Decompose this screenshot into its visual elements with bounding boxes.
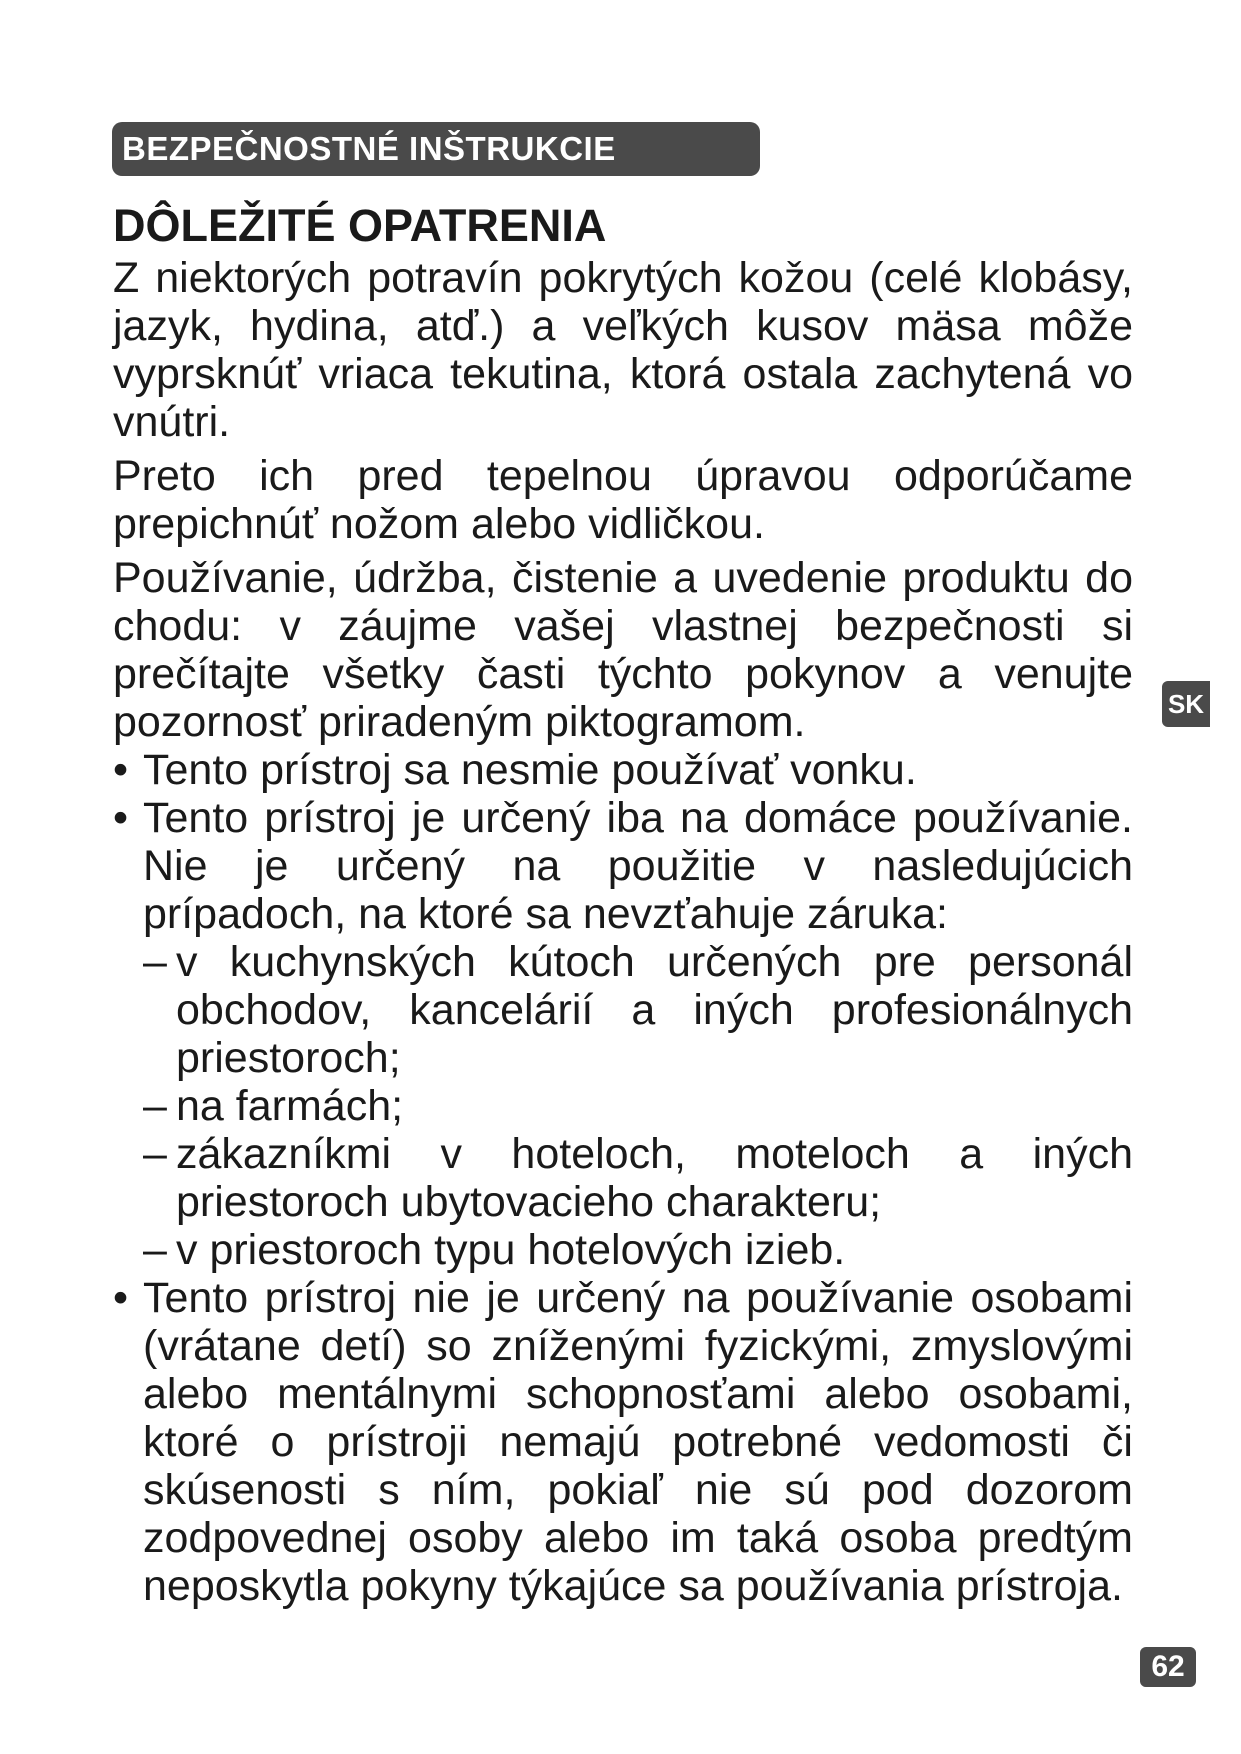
dash-text: v kuchynských kútoch určených pre personál obchodov, kancelárií a iných profesionálnych priestoroch; [176, 938, 1133, 1082]
paragraph-skin-foods: Z niektorých potravín pokrytých kožou (celé klobásy, jazyk, hydina, atď.) a veľkých kusov mäsa môže vyprsknúť vriaca tekutina, ktorá ostala zachytená vo vnútri. [113, 254, 1133, 446]
dash-item [113, 1226, 1133, 1274]
page-heading: DÔLEŽITÉ OPATRENIA [113, 200, 607, 251]
dash-text: zákazníkmi v hoteloch, moteloch a iných priestoroch ubytovacieho charakteru; [176, 1130, 1133, 1226]
paragraph-pierce-advice: Preto ich pred tepelnou úpravou odporúčame prepichnúť nožom alebo vidličkou. [113, 452, 1133, 548]
dash-item [113, 1082, 1133, 1130]
bullet-text: Tento prístroj nie je určený na používanie osobami (vrátane detí) so zníženými fyzickými, zmyslovými alebo mentálnymi schopnosťami alebo osobami, ktoré o prístroji nemajú potrebné vedomosti či skúsenosti s ním, pokiaľ nie sú pod dozorom zodpovednej osoby alebo im taká osoba predtým neposkytla pokyny týkajúce sa používania prístroja. [143, 1274, 1133, 1610]
bullet-mark: • [113, 746, 129, 794]
bullet-text: Tento prístroj sa nesmie používať vonku. [143, 746, 917, 794]
bullet-mark: • [113, 794, 129, 842]
dash-mark: – [143, 1226, 167, 1274]
dash-item [113, 938, 1133, 1082]
dash-mark: – [143, 1082, 167, 1130]
bullet-item [113, 794, 1133, 938]
dash-text: v priestoroch typu hotelových izieb. [176, 1226, 846, 1274]
dash-mark: – [143, 938, 167, 986]
bullet-text: Tento prístroj je určený iba na domáce používanie. Nie je určený na použitie v nasledujúcich prípadoch, na ktoré sa nevzťahuje záruka: [143, 794, 1133, 938]
page-number-badge: 62 [1140, 1647, 1196, 1687]
document-body [113, 198, 1133, 1610]
bullet-item [113, 746, 1133, 794]
dash-item [113, 1130, 1133, 1226]
paragraph-read-instructions: Používanie, údržba, čistenie a uvedenie produktu do chodu: v záujme vašej vlastnej bezpečnosti si prečítajte všetky časti týchto pokynov a venujte pozornosť priradeným piktogramom. [113, 554, 1133, 746]
bullet-item [113, 1274, 1133, 1610]
dash-mark: – [143, 1130, 167, 1178]
language-tab: SK [1162, 681, 1210, 727]
dash-text: na farmách; [176, 1082, 404, 1130]
bullet-mark: • [113, 1274, 129, 1322]
section-title-banner: BEZPEČNOSTNÉ INŠTRUKCIE [112, 122, 760, 176]
